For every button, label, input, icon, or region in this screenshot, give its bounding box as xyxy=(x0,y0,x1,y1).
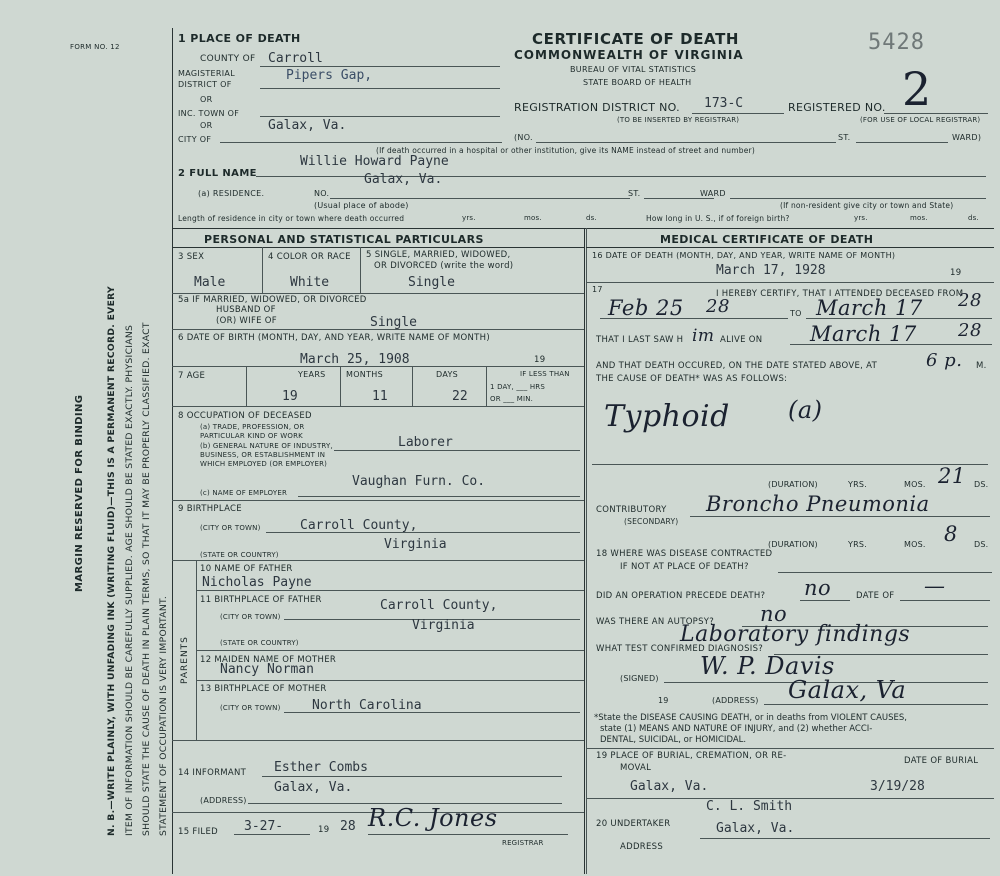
registrar-label: REGISTRAR xyxy=(502,839,544,847)
street-line xyxy=(536,142,836,143)
operation-date: — xyxy=(924,574,946,598)
registered-value: 2 xyxy=(902,62,932,116)
attended-to-year: 28 xyxy=(958,290,982,311)
ward-label: WARD) xyxy=(952,133,982,142)
signed-19: 19 xyxy=(658,696,669,705)
dob-19: 19 xyxy=(534,355,546,365)
last-saw-label: THAT I LAST SAW H xyxy=(596,335,684,345)
mother-name-value: Nancy Norman xyxy=(220,662,314,677)
how-long-us-label: How long in U. S., if of foreign birth? xyxy=(646,214,790,223)
certify-number: 17 xyxy=(592,285,603,294)
age-label: 7 AGE xyxy=(178,371,206,381)
occ-b-1: (b) GENERAL NATURE OF INDUSTRY, xyxy=(200,442,333,450)
us-yrs: yrs. xyxy=(854,214,868,222)
filed-line xyxy=(234,834,310,835)
registrar-line xyxy=(368,834,568,835)
occupation-label: 8 OCCUPATION OF DECEASED xyxy=(178,411,312,421)
undertaker-label: 20 UNDERTAKER xyxy=(596,819,671,829)
mother-bp-city-label: (CITY OR TOWN) xyxy=(220,704,281,712)
spouse-label: 5a IF MARRIED, WIDOWED, OR DIVORCED xyxy=(178,295,367,305)
less-than-label-2: 1 DAY, ___ HRS xyxy=(490,383,546,391)
contributory-value: Broncho Pneumonia xyxy=(706,492,930,516)
mother-rule xyxy=(196,650,584,651)
inc-town-label: INC. TOWN OF xyxy=(178,109,240,118)
marital-label-2: OR DIVORCED (write the word) xyxy=(374,261,514,271)
father-bp-city-label: (CITY OR TOWN) xyxy=(220,613,281,621)
filed-19: 19 xyxy=(318,825,330,835)
or-label-2: OR xyxy=(200,121,213,130)
full-name-value: Willie Howard Payne xyxy=(300,154,449,169)
less-than-label: IF LESS THAN xyxy=(520,370,570,378)
med-rule-1 xyxy=(586,282,994,283)
cause-value: Typhoid xyxy=(604,399,730,434)
color-divider xyxy=(360,247,361,293)
dod-label: 16 DATE OF DEATH (MONTH, DAY, AND YEAR, WRITE NAME OF MONTH) xyxy=(592,251,896,260)
attended-from: Feb 25 xyxy=(608,296,684,320)
contrib-duration-mos: 8 xyxy=(944,522,958,546)
cause-label: THE CAUSE OF DEATH* WAS AS FOLLOWS: xyxy=(596,374,788,384)
file-number: 5428 xyxy=(868,30,925,55)
father-bp-city: Carroll County, xyxy=(380,598,498,613)
birthplace-city-line xyxy=(266,532,580,533)
contracted-label: 18 WHERE WAS DISEASE CONTRACTED xyxy=(596,549,773,559)
mother-bp-value: North Carolina xyxy=(312,698,422,713)
years-value: 19 xyxy=(282,389,298,404)
us-ds: ds. xyxy=(968,214,979,222)
mother-bp-label: 13 BIRTHPLACE OF MOTHER xyxy=(200,684,327,694)
alive-on-label: ALIVE ON xyxy=(720,335,763,345)
city-label: CITY OF xyxy=(178,135,212,144)
birthplace-state-label: (STATE OR COUNTRY) xyxy=(200,551,279,559)
physician-address-label: (ADDRESS) xyxy=(712,696,759,705)
attended-from-line xyxy=(600,318,788,319)
spouse-label-2: HUSBAND OF xyxy=(216,305,276,315)
birthplace-city-label: (CITY OR TOWN) xyxy=(200,524,261,532)
footnote-2: state (1) MEANS AND NATURE OF INJURY, and (2) whether ACCI- xyxy=(600,724,873,734)
cause-yrs: YRS. xyxy=(848,480,867,489)
nonresident-note: (If non-resident give city or town and State) xyxy=(780,201,954,210)
board-heading: STATE BOARD OF HEALTH xyxy=(583,78,692,87)
years-label: YEARS xyxy=(298,370,326,379)
footnote-3: DENTAL, SUICIDAL, or HOMICIDAL. xyxy=(600,735,747,745)
street-no-label: (NO. xyxy=(514,133,533,142)
spouse-label-3: (OR) WIFE OF xyxy=(216,316,277,326)
magisterial-label: MAGISTERIAL xyxy=(178,69,235,78)
informant-line xyxy=(262,776,562,777)
physician-address: Galax, Va xyxy=(788,676,907,704)
personal-heading-rule xyxy=(172,247,584,248)
informant-value: Esther Combs xyxy=(274,760,368,775)
death-time: 6 p. xyxy=(926,350,963,371)
registrar-signature: R.C. Jones xyxy=(368,804,498,832)
registered-label: REGISTERED NO. xyxy=(788,101,886,114)
cause-line-1 xyxy=(592,464,988,465)
last-saw-him: im xyxy=(692,326,715,346)
hospital-note: (If death occurred in a hospital or other institution, give its NAME instead of street and number) xyxy=(376,146,755,155)
instruction-line-2: ITEM OF INFORMATION SHOULD BE CAREFULLY SUPPLIED. AGE SHOULD BE STATED EXACTLY. PHYSICIANS xyxy=(124,324,135,836)
contrib-duration-label: (DURATION) xyxy=(768,540,818,549)
registered-note: (FOR USE OF LOCAL REGISTRAR) xyxy=(860,116,981,124)
county-line xyxy=(260,66,500,67)
residence-st-label: ST. xyxy=(628,189,641,198)
magisterial-line xyxy=(260,88,500,89)
father-bp-state: Virginia xyxy=(412,618,475,633)
m-label: M. xyxy=(976,361,987,371)
length-of-residence-label: Length of residence in city or town where death occurred xyxy=(178,214,405,223)
last-saw-line xyxy=(790,344,992,345)
residence-st-line xyxy=(644,198,714,199)
employer-value: Vaughan Furn. Co. xyxy=(352,474,486,489)
residence-ward-line xyxy=(730,198,986,199)
burial-date-label: DATE OF BURIAL xyxy=(904,756,979,766)
undertaker-line xyxy=(700,838,990,839)
instruction-line-3: SHOULD STATE THE CAUSE OF DEATH IN PLAIN TERMS, SO THAT IT MAY BE PROPERLY CLASSIFIED. EXACT xyxy=(141,322,152,836)
test-label: WHAT TEST CONFIRMED DIAGNOSIS? xyxy=(596,644,764,654)
months-label: MONTHS xyxy=(346,370,383,379)
certificate-title: CERTIFICATE OF DEATH xyxy=(532,30,740,48)
autopsy-value: no xyxy=(760,602,788,626)
frame-section-divider xyxy=(172,228,994,229)
operation-date-label: DATE OF xyxy=(856,591,895,601)
frame-center-2 xyxy=(586,228,587,874)
undertaker-city: Galax, Va. xyxy=(716,821,795,836)
months-value: 11 xyxy=(372,389,388,404)
cause-duration-label: (DURATION) xyxy=(768,480,818,489)
parents-label: PARENTS xyxy=(180,636,190,684)
contrib-ds: DS. xyxy=(974,540,989,549)
occ-b-2: BUSINESS, OR ESTABLISHMENT IN xyxy=(200,451,326,459)
certify-label: I HEREBY CERTIFY, THAT I ATTENDED DECEASED FROM xyxy=(716,289,964,299)
residence-line xyxy=(330,198,630,199)
reg-district-note: (TO BE INSERTED BY REGISTRAR) xyxy=(617,116,740,124)
sex-value: Male xyxy=(194,275,226,290)
burial-label: 19 PLACE OF BURIAL, CREMATION, OR RE- xyxy=(596,751,787,761)
burial-label-2: MOVAL xyxy=(620,763,652,773)
row-rule-5 xyxy=(172,500,584,501)
attended-to: March 17 xyxy=(816,296,923,320)
row-rule-6 xyxy=(172,560,584,561)
magisterial-value: Pipers Gap, xyxy=(286,68,373,83)
attended-to-line xyxy=(806,318,992,319)
contrib-mos: MOS. xyxy=(904,540,926,549)
ward-line xyxy=(856,142,948,143)
burial-place: Galax, Va. xyxy=(630,779,709,794)
birthplace-label: 9 BIRTHPLACE xyxy=(178,504,242,514)
contracted-line xyxy=(778,572,992,573)
dob-label: 6 DATE OF BIRTH (MONTH, DAY, AND YEAR, WRITE NAME OF MONTH) xyxy=(178,333,490,343)
autopsy-label: WAS THERE AN AUTOPSY? xyxy=(596,617,715,627)
death-occurred-label: AND THAT DEATH OCCURED, ON THE DATE STATED ABOVE, AT xyxy=(596,361,878,371)
operation-line xyxy=(800,600,850,601)
place-of-death-heading: 1 PLACE OF DEATH xyxy=(178,32,301,45)
mother-bp-rule xyxy=(196,680,584,681)
full-name-label: 2 FULL NAME xyxy=(178,168,257,179)
reg-district-line xyxy=(692,113,784,114)
father-bp-label: 11 BIRTHPLACE OF FATHER xyxy=(200,595,322,605)
dob-value: March 25, 1908 xyxy=(300,352,410,367)
or-label: OR xyxy=(200,95,213,104)
county-value: Carroll xyxy=(268,51,323,66)
to-label: TO xyxy=(790,309,802,318)
occ-a-1: (a) TRADE, PROFESSION, OR xyxy=(200,423,305,431)
informant-address: Galax, Va. xyxy=(274,780,353,795)
physician-signature: W. P. Davis xyxy=(700,652,835,680)
us-mos: mos. xyxy=(910,214,928,222)
days-value: 22 xyxy=(452,389,468,404)
residence-label: (a) RESIDENCE. xyxy=(198,189,265,198)
burial-date: 3/19/28 xyxy=(870,779,925,794)
filed-label: 15 FILED xyxy=(178,827,218,837)
row-rule-1 xyxy=(172,293,584,294)
days-label: DAYS xyxy=(436,370,459,379)
employer-label: (c) NAME OF EMPLOYER xyxy=(200,489,288,497)
binding-margin-note: MARGIN RESERVED FOR BINDING xyxy=(74,394,85,592)
inc-town-line xyxy=(260,116,500,117)
personal-heading: PERSONAL AND STATISTICAL PARTICULARS xyxy=(204,233,484,246)
med-rule-2 xyxy=(586,748,994,749)
county-label: COUNTY OF xyxy=(200,54,256,64)
mother-bp-line xyxy=(284,712,580,713)
father-rule xyxy=(196,590,584,591)
last-saw-date: March 17 xyxy=(810,322,917,346)
instruction-line-1: N. B.—WRITE PLAINLY, WITH UNFADING INK (WRITING FLUID)—THIS IS A PERMANENT RECORD. EVERY xyxy=(106,286,117,836)
age-div-1 xyxy=(246,366,247,406)
secondary-label: (SECONDARY) xyxy=(624,517,679,526)
frame-left xyxy=(172,28,173,874)
length-yrs: yrs. xyxy=(462,214,476,222)
test-value: Laboratory findings xyxy=(680,622,911,647)
reg-district-label: REGISTRATION DISTRICT NO. xyxy=(514,101,680,114)
physician-address-line xyxy=(764,704,988,705)
occupation-line xyxy=(334,450,580,451)
contributory-label: CONTRIBUTORY xyxy=(596,505,667,515)
last-saw-year: 28 xyxy=(958,320,982,341)
frame-center xyxy=(584,228,585,874)
usual-place-note: (Usual place of abode) xyxy=(314,201,409,210)
employer-line xyxy=(298,496,580,497)
undertaker-address-label: ADDRESS xyxy=(620,842,664,852)
residence-no-label: NO. xyxy=(314,189,330,198)
length-mos: mos. xyxy=(524,214,542,222)
father-bp-state-label: (STATE OR COUNTRY) xyxy=(220,639,299,647)
age-div-3 xyxy=(412,366,413,406)
medical-heading: MEDICAL CERTIFICATE OF DEATH xyxy=(660,233,874,246)
birthplace-state-value: Virginia xyxy=(384,537,447,552)
color-value: White xyxy=(290,275,330,290)
father-name-value: Nicholas Payne xyxy=(202,575,312,590)
attended-from-year: 28 xyxy=(706,296,730,317)
magisterial-label-2: DISTRICT OF xyxy=(178,80,232,89)
row-rule-4 xyxy=(172,406,584,407)
undertaker-name: C. L. Smith xyxy=(706,799,793,814)
row-rule-3 xyxy=(172,366,584,367)
spouse-value: Single xyxy=(370,315,417,330)
occupation-value: Laborer xyxy=(398,435,453,450)
contrib-yrs: YRS. xyxy=(848,540,867,549)
medical-heading-rule xyxy=(586,247,994,248)
inc-town-value: Galax, Va. xyxy=(268,118,347,133)
contributory-line xyxy=(690,516,990,517)
contracted-label-2: IF NOT AT PLACE OF DEATH? xyxy=(620,562,749,572)
occ-b-3: WHICH EMPLOYED (OR EMPLOYER) xyxy=(200,460,328,468)
cause-mos: MOS. xyxy=(904,480,926,489)
row-rule-2 xyxy=(172,329,584,330)
operation-value: no xyxy=(804,576,832,600)
birthplace-city-value: Carroll County, xyxy=(300,518,418,533)
informant-label: 14 INFORMANT xyxy=(178,768,247,778)
operation-label: DID AN OPERATION PRECEDE DEATH? xyxy=(596,591,766,601)
filed-value: 3-27- xyxy=(244,819,284,834)
dod-19: 19 xyxy=(950,268,962,278)
color-label: 4 COLOR OR RACE xyxy=(268,252,351,262)
city-line xyxy=(220,142,502,143)
residence-ward-label: WARD xyxy=(700,189,726,198)
cause-mark: (a) xyxy=(788,396,823,424)
instruction-line-4: STATEMENT OF OCCUPATION IS VERY IMPORTANT. xyxy=(158,595,169,836)
row-rule-7 xyxy=(172,740,584,741)
street-st-label: ST. xyxy=(838,133,851,142)
filed-year: 28 xyxy=(340,819,356,834)
sex-divider xyxy=(262,247,263,293)
marital-label: 5 SINGLE, MARRIED, WIDOWED, xyxy=(366,250,511,260)
mother-name-label: 12 MAIDEN NAME OF MOTHER xyxy=(200,655,337,665)
signed-label: (SIGNED) xyxy=(620,674,659,683)
reg-district-value: 173-C xyxy=(704,96,744,111)
operation-date-line xyxy=(900,600,990,601)
less-than-label-3: OR ___ MIN. xyxy=(490,395,534,403)
sex-label: 3 SEX xyxy=(178,252,205,262)
footnote-1: *State the DISEASE CAUSING DEATH, or in deaths from VIOLENT CAUSES, xyxy=(594,713,908,723)
occ-a-2: PARTICULAR KIND OF WORK xyxy=(200,432,303,440)
dod-value: March 17, 1928 xyxy=(716,263,826,278)
form-number: FORM NO. 12 xyxy=(70,43,120,51)
commonwealth-heading: COMMONWEALTH OF VIRGINIA xyxy=(514,48,744,62)
age-div-4 xyxy=(486,366,487,406)
registered-line xyxy=(884,113,988,114)
cause-duration-mos: 21 xyxy=(938,464,966,488)
length-ds: ds. xyxy=(586,214,597,222)
cause-ds: DS. xyxy=(974,480,989,489)
age-div-2 xyxy=(340,366,341,406)
marital-value: Single xyxy=(408,275,455,290)
informant-address-label: (ADDRESS) xyxy=(200,796,247,805)
father-name-label: 10 NAME OF FATHER xyxy=(200,564,293,574)
bureau-heading: BUREAU OF VITAL STATISTICS xyxy=(570,65,697,74)
residence-value: Galax, Va. xyxy=(364,172,443,187)
